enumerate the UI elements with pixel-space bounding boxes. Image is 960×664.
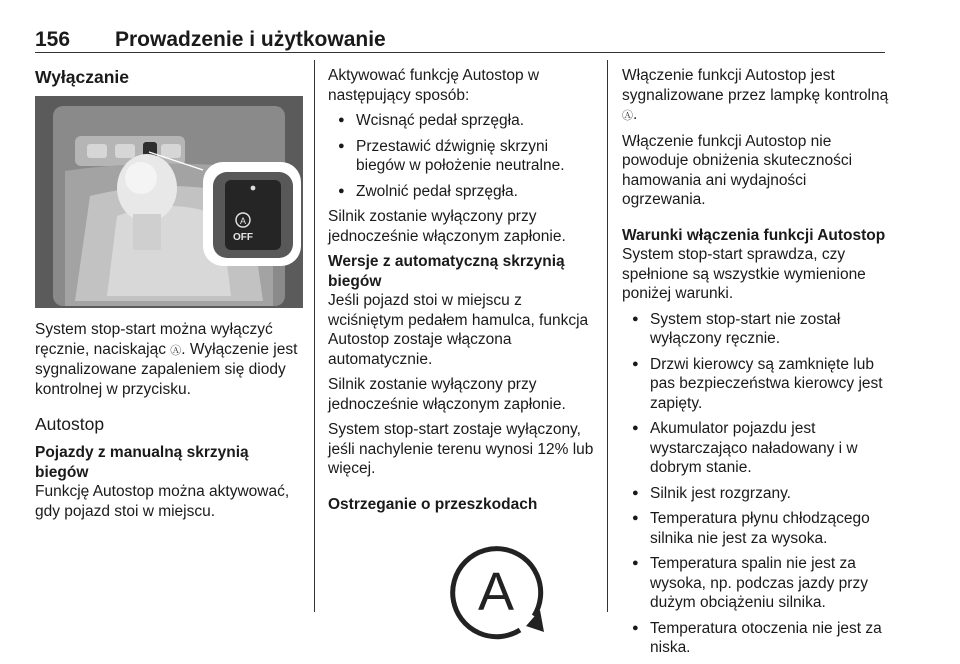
page-header (35, 28, 885, 53)
list-item: ● System stop-start nie został wyłączony ręcznie. (622, 310, 890, 349)
list-item: ● Temperatura płynu chłodzącego silnika nie jest za wysoka. (622, 509, 890, 548)
conditions-list (622, 310, 890, 658)
column-2 (328, 66, 596, 642)
list-item: ● Akumulator pojazdu jest wystarczająco naładowany i w dobrym stanie. (622, 419, 890, 478)
list-item: ● Zwolnić pedał sprzęgła. (328, 182, 596, 202)
subheading-conditions: Warunki włączenia funkcji Autostop (622, 226, 886, 244)
column-divider-1 (314, 60, 315, 612)
column-divider-2 (607, 60, 608, 612)
subheading-manual-gearbox: Pojazdy z manualną skrzynią biegów (35, 444, 249, 481)
list-item: ● Przestawić dźwignię skrzyni biegów w położenie neutralne. (328, 137, 596, 176)
page-number: 156 (35, 28, 71, 51)
autostop-symbol-letter: A (477, 562, 515, 622)
subheading-automatic-gearbox: Wersje z automatyczną skrzynią biegów (328, 253, 565, 290)
illustration-button-symbol: A (239, 216, 247, 226)
para-conditions-intro: System stop-start sprawdza, czy spełnione są wszystkie wymienione poniżej warunki. (622, 246, 866, 302)
para-braking: Włączenie funkcji Autostop nie powoduje obniżenia skuteczności hamowania ani wydajności ogrzewania. (622, 132, 853, 208)
list-item: ● Silnik jest rozgrzany. (622, 484, 890, 504)
list-item: ● Temperatura otoczenia nie jest za niska. (622, 619, 890, 658)
page-title: Prowadzenie i użytkowanie (115, 28, 386, 51)
autostop-indicator-icon: Ⓐ (622, 109, 633, 122)
list-item: ● Drzwi kierowcy są zamknięte lub pas bezpieczeństwa kierowcy jest zapięty. (622, 355, 890, 414)
illustration-button-label: OFF (233, 232, 253, 243)
list-item: ● Temperatura spalin nie jest za wysoka, np. podczas jazdy przy dużym obciążeniu silnika. (622, 554, 890, 613)
para-engine-off-2: Silnik zostanie wyłączony przy jednocześnie włączonym zapłonie. (328, 376, 566, 413)
column-3 (622, 66, 890, 664)
list-item: ● Wcisnąć pedał sprzęgła. (328, 111, 596, 131)
autostop-symbol-illustration (398, 532, 594, 642)
column-1 (35, 66, 303, 527)
gear-console-illustration (35, 96, 303, 308)
autostop-off-icon: Ⓐ (170, 343, 182, 357)
para-manual-gearbox: Funkcję Autostop można aktywować, gdy pojazd stoi w miejscu. (35, 483, 290, 520)
para-engine-off: Silnik zostanie wyłączony przy jednocześnie włączonym zapłonie. (328, 208, 566, 245)
para-manual-off: System stop-start można wyłączyć ręcznie, naciskając Ⓐ. Wyłączenie jest sygnalizowane zapaleniem się diody kontrolnej w przycisku. (35, 321, 298, 398)
activation-steps-list (328, 111, 596, 201)
para-indicator: Włączenie funkcji Autostop jest sygnalizowane przez lampkę kontrolną Ⓐ. (622, 67, 889, 123)
para-activation-intro: Aktywować funkcję Autostop w następujący sposób: (328, 67, 540, 104)
section-heading-autostop: Autostop (35, 414, 105, 434)
para-automatic-gearbox: Jeśli pojazd stoi w miejscu z wciśniętym pedałem hamulca, funkcja Autostop zostaje włączona automatycznie. (328, 292, 589, 368)
subheading-obstacle-warning: Ostrzeganie o przeszkodach (328, 495, 538, 513)
para-incline: System stop-start zostaje wyłączony, jeśli nachylenie terenu wynosi 12% lub więcej. (328, 421, 594, 477)
section-heading-wylaczanie: Wyłączanie (35, 67, 130, 87)
